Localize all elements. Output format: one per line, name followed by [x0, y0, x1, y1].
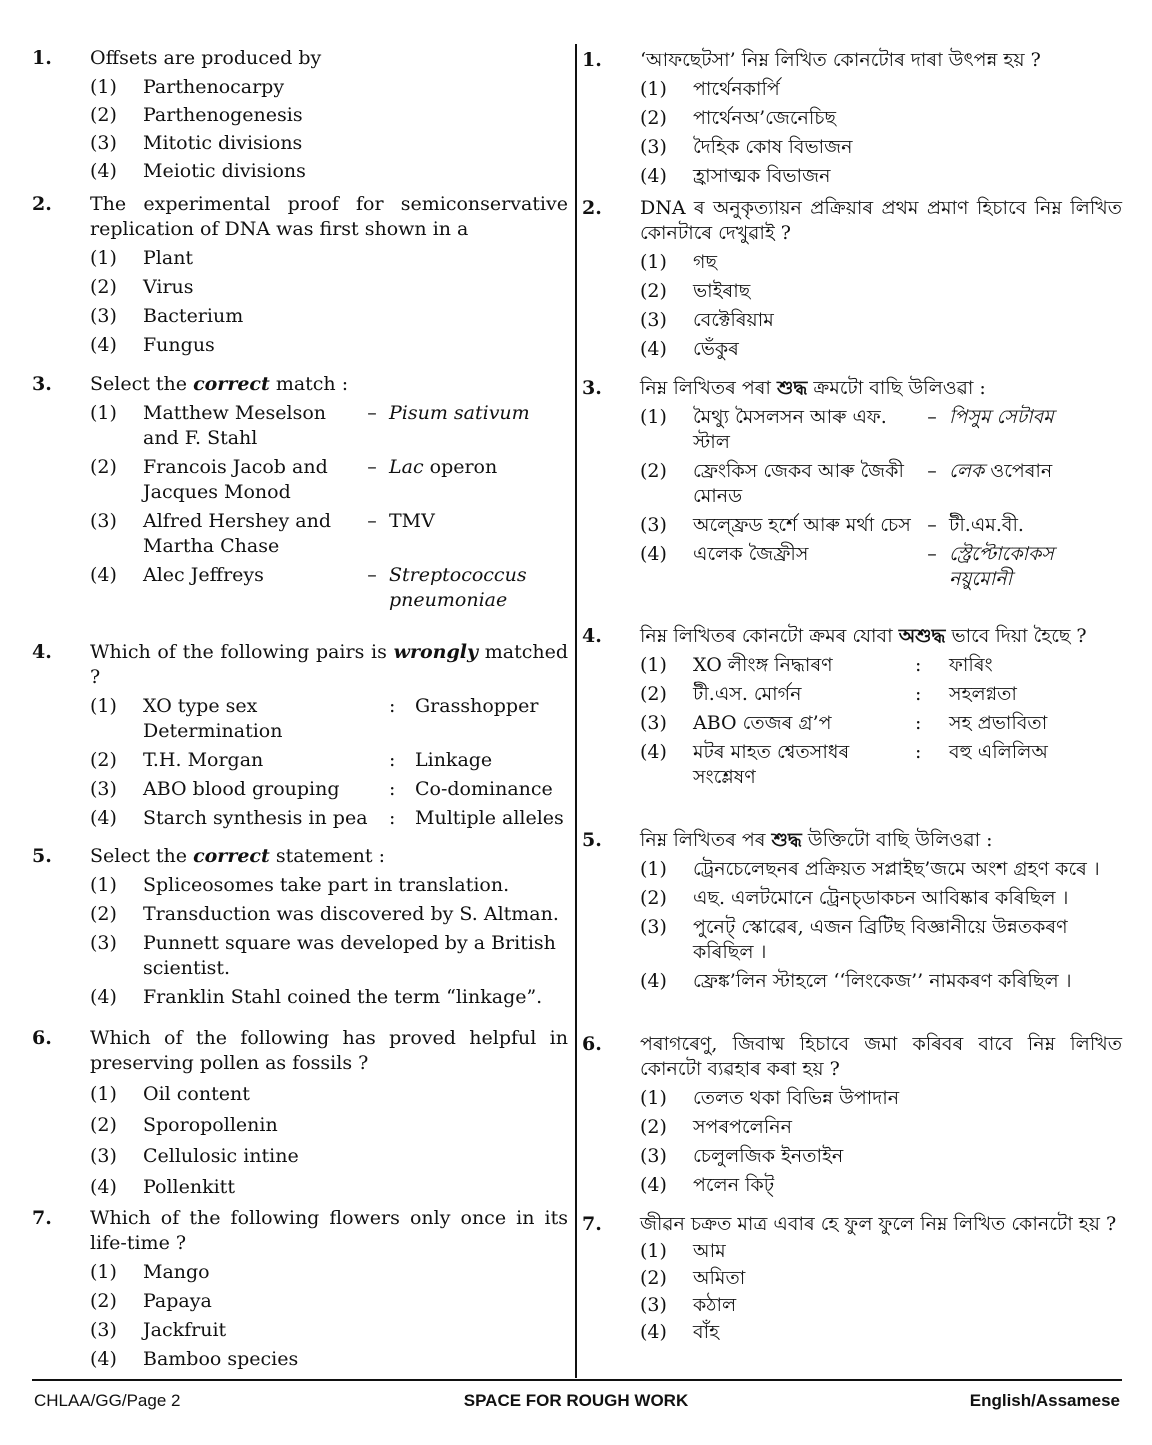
question-number: 7.	[582, 1213, 602, 1235]
question-text: পৰাগৰেণু, জিবাষ্ম হিচাবে জমা কৰিবৰ বাবে নিম্ন লিখিত কোনটো ব্যৱহাৰ কৰা হয় ?	[640, 1033, 1122, 1080]
question-5-assamese	[582, 828, 1122, 998]
question-6	[32, 1026, 568, 1206]
question-6-assamese	[582, 1032, 1122, 1202]
pair-row: (3) ABO blood grouping : Co-dominance	[90, 778, 553, 800]
option: (2) Transduction was discovered by S. Altman.	[90, 903, 559, 925]
pair-row: (2) T.H. Morgan : Linkage	[90, 749, 493, 771]
question-number: 2.	[32, 193, 52, 215]
option: (2) পাৰ্থেনঅ’জেনেচিছ	[640, 107, 837, 129]
column-divider	[575, 44, 577, 1378]
option: (1) Oil content	[90, 1083, 250, 1105]
option: (3) চেলুলজিক ইনতাইন	[640, 1145, 844, 1167]
question-2	[32, 192, 568, 362]
option: (4) Bamboo species	[90, 1348, 299, 1370]
option: (2) ভাইৰাছ	[640, 280, 751, 302]
question-text: Select the correct match :	[90, 373, 349, 395]
option	[90, 275, 568, 300]
option-number: (2)	[90, 276, 117, 298]
question-3	[32, 372, 568, 617]
rough-work-label: SPACE FOR ROUGH WORK	[463, 1391, 689, 1410]
question-text: নিম্ন লিখিতৰ পৰা শুদ্ধ ক্ৰমটো বাছি উলিওৱা :	[640, 377, 986, 399]
option: (3) Jackfruit	[90, 1319, 227, 1341]
question-number: 6.	[32, 1027, 52, 1049]
question-7-assamese	[582, 1212, 1122, 1347]
option: (1) পাৰ্থেনকাৰ্পি	[640, 78, 780, 100]
emphasis: correct	[193, 845, 270, 867]
question-number: 5.	[582, 829, 602, 851]
option	[90, 333, 568, 358]
match-row: (3) Alfred Hershey and Martha Chase– TMV	[90, 510, 435, 557]
question-text: নিম্ন লিখিতৰ কোনটো ক্ৰমৰ যোবা অশুদ্ধ ভাবে দিয়া হৈছে ?	[640, 625, 1087, 647]
pair-row: (4) মটৰ মাহত শ্বেতসাধৰ সংশ্লেষণ: বহু এলিলিঅ	[640, 741, 1048, 788]
option: (3) কঠাল	[640, 1294, 737, 1316]
match-row: (1) মৈথ্যু মৈসলসন আৰু এফ. স্টাল– পিসুম সেটাবম	[640, 406, 1054, 453]
language-label: English/Assamese	[969, 1391, 1120, 1410]
option-number: (4)	[90, 334, 117, 356]
question-text: Which of the following has proved helpful in preserving pollen as fossils ?	[90, 1027, 568, 1074]
question-page	[32, 44, 1122, 1378]
option	[90, 131, 568, 156]
option: (4) ভেঁকুৰ	[640, 338, 739, 360]
question-number: 3.	[32, 373, 52, 395]
option: (1) আম	[640, 1240, 726, 1262]
option-text: Fungus	[143, 334, 215, 356]
option: (1) Spliceosomes take part in translation.	[90, 874, 510, 896]
match-row: (3) অল্ফ্ৰেড হৰ্শে আৰু মৰ্থা চেস – টী.এম.বী.	[640, 514, 1024, 536]
question-text: ‘আফছেটসা’ নিম্ন লিখিত কোনটোৰ দাৰা উৎপন্ন হয় ?	[640, 49, 1041, 71]
question-number: 4.	[582, 625, 602, 647]
option: (1) ট্ৰেনচেলেছনৰ প্ৰক্ৰিয়ত সপ্লাইছ’জমে অংশ গ্ৰহণ কৰে ।	[640, 858, 1100, 880]
option-number: (4)	[90, 160, 117, 182]
option: (4) Pollenkitt	[90, 1176, 235, 1198]
emphasis: শুদ্ধ	[776, 377, 808, 399]
pair-row: (1) XO লীংঙ্গ নিদ্ধাৰণ : ফাৰিং	[640, 654, 993, 676]
question-4-assamese	[582, 624, 1122, 794]
question-number: 4.	[32, 641, 52, 663]
question-number: 7.	[32, 1207, 52, 1229]
option: (3) বেক্টেৰিয়াম	[640, 309, 774, 331]
option-text: Parthenogenesis	[143, 104, 303, 126]
option-text: Meiotic divisions	[143, 160, 306, 182]
question-5	[32, 844, 568, 1014]
question-1	[32, 46, 568, 187]
question-text: Which of the following pairs is wrongly matched ?	[90, 641, 568, 688]
option: (4) বাঁহ	[640, 1321, 720, 1343]
option	[90, 246, 568, 271]
pair-row: (1) XO type sex Determination: Grasshopper	[90, 695, 539, 742]
emphasis: correct	[193, 373, 270, 395]
option: (1) গছ	[640, 251, 717, 273]
option	[90, 159, 568, 184]
match-row: (4) Alec Jeffreys – Streptococcus pneumoniae	[90, 564, 527, 611]
question-7	[32, 1206, 568, 1376]
question-text: Offsets are produced by	[90, 47, 322, 69]
option: (2) সপৰপলেনিন	[640, 1116, 792, 1138]
question-number: 1.	[32, 47, 52, 69]
emphasis: শুদ্ধ	[771, 829, 802, 851]
option: (4) পলেন কিট্	[640, 1174, 775, 1196]
option: (3) Cellulosic intine	[90, 1145, 299, 1167]
option: (4) Franklin Stahl coined the term “linkage”.	[90, 986, 543, 1008]
option-text: Virus	[143, 276, 194, 298]
option: (1) Mango	[90, 1261, 210, 1283]
option: (2) এছ. এলটমোনে ট্ৰেনচ্ডাকচন আবিষ্কাৰ কৰিছিল ।	[640, 887, 1069, 909]
question-number: 2.	[582, 197, 602, 219]
option	[90, 103, 568, 128]
page-code: CHLAA/GG/Page 2	[34, 1391, 181, 1410]
pair-row: (2) টী.এস. মোৰ্গন : সহলগ্নতা	[640, 683, 1017, 705]
question-4	[32, 640, 568, 835]
option: (2) অমিতা	[640, 1267, 746, 1289]
option-number: (1)	[90, 247, 117, 269]
option-number: (3)	[90, 132, 117, 154]
option-text: Bacterium	[143, 305, 244, 327]
question-3-assamese	[582, 376, 1122, 596]
question-1-assamese	[582, 48, 1122, 193]
option	[90, 304, 568, 329]
match-row: (2) ফ্ৰেংকিস জেকব আৰু জৈকী মোনড– লেক ওপেৰান	[640, 460, 1053, 507]
option-number: (1)	[90, 76, 117, 98]
question-number: 1.	[582, 49, 602, 71]
option: (2) Papaya	[90, 1290, 212, 1312]
option-text: Mitotic divisions	[143, 132, 303, 154]
question-2-assamese	[582, 196, 1122, 366]
question-number: 5.	[32, 845, 52, 867]
option-text: Parthenocarpy	[143, 76, 285, 98]
option-number: (2)	[90, 104, 117, 126]
option: (3) দৈহিক কোষ বিভাজন	[640, 136, 853, 158]
match-row: (4) এলেক জৈফ্ৰীস – স্ট্ৰেপ্টোকোকস নয়ুমোনী	[640, 543, 1054, 590]
option: (1) তেলত থকা বিভিন্ন উপাদান	[640, 1087, 900, 1109]
match-row: (1) Matthew Meselson and F. Stahl– Pisum sativum	[90, 402, 530, 449]
option: (2) Sporopollenin	[90, 1114, 278, 1136]
match-row: (2) Francois Jacob and Jacques Monod– Lac operon	[90, 456, 498, 503]
question-text: The experimental proof for semiconservative replication of DNA was first shown in a	[90, 193, 568, 240]
option-number: (3)	[90, 305, 117, 327]
option	[90, 75, 568, 100]
emphasis: wrongly	[393, 641, 479, 663]
question-text: জীৱন চক্ৰত মাত্ৰ এবাৰ হে ফুল ফুলে নিম্ন লিখিত কোনটো হয় ?	[640, 1213, 1117, 1235]
option: (4) ফ্ৰেঙ্ক’লিন স্টাহলে ‘‘লিংকেজ’’ নামকৰণ কৰিছিল ।	[640, 970, 1072, 992]
option: (3) Punnett square was developed by a British scientist.	[90, 932, 556, 979]
emphasis: অশুদ্ধ	[898, 625, 946, 647]
pair-row: (4) Starch synthesis in pea : Multiple alleles	[90, 807, 564, 829]
option-text: Plant	[143, 247, 194, 269]
question-text: DNA ৰ অনুকৃত্যায়ন প্ৰক্ৰিয়াৰ প্ৰথম প্ৰমাণ হিচাবে নিম্ন লিখিত কোনটাৰে দেখুৱাই ?	[640, 197, 1122, 244]
footer-rule	[32, 1379, 1122, 1381]
option: (3) পুনেট্ স্কোৱেৰ, এজন ব্ৰিটিছ বিজ্ঞানীয়ে উন্নতকৰণ কৰিছিল ।	[640, 916, 1068, 963]
question-number: 6.	[582, 1033, 602, 1055]
pair-row: (3) ABO তেজৰ গ্ৰ’প : সহ প্ৰভাবিতা	[640, 712, 1048, 734]
question-number: 3.	[582, 377, 602, 399]
question-text: Select the correct statement :	[90, 845, 385, 867]
question-text: Which of the following flowers only once in its life-time ?	[90, 1207, 568, 1254]
question-text: নিম্ন লিখিতৰ পৰ শুদ্ধ উক্তিটো বাছি উলিওৱা :	[640, 829, 993, 851]
option: (4) হ্ৰাসাত্মক বিভাজন	[640, 165, 831, 187]
